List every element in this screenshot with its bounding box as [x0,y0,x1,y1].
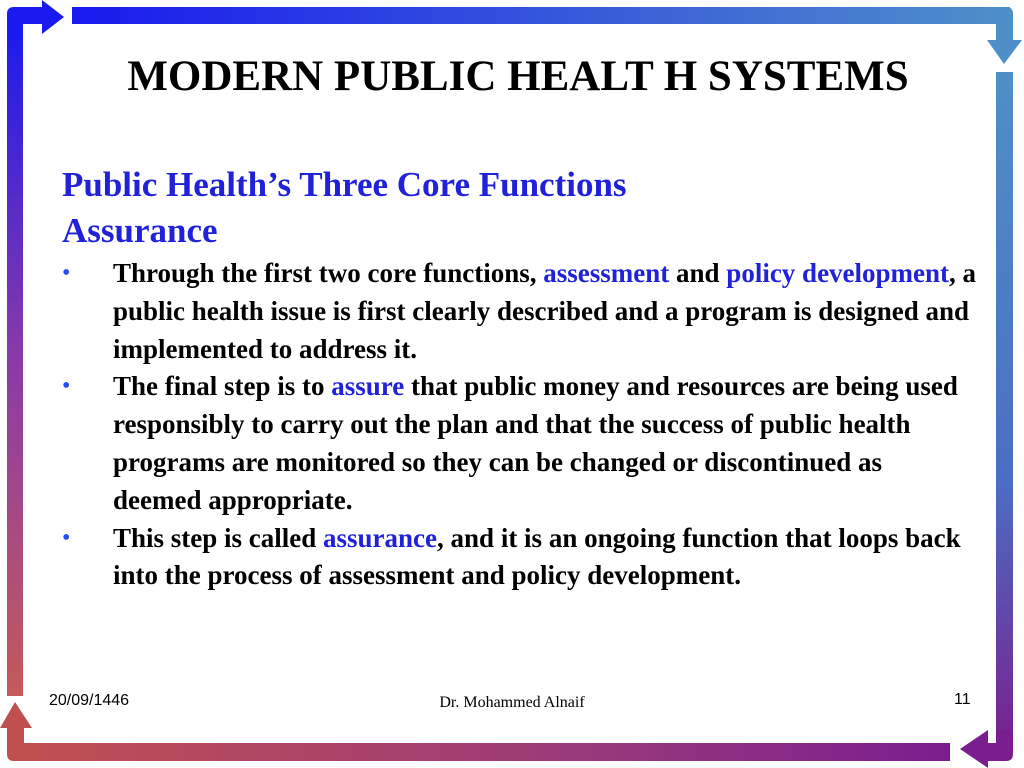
frame-top-bar [72,7,1010,24]
bullet-text: , a public health issue is first clearly described and a program is designed and implemented to address it. [113,258,977,364]
bullet-text: , and it is an ongoing function that loops back into the process of assessment and policy development. [113,522,961,591]
bullet-icon: • [62,524,71,551]
footer-date: 20/09/1446 [49,692,130,709]
keyword-assure: assure [331,371,405,402]
frame-arrow-top-right-icon [987,40,1022,64]
bullet-text: This step is called [113,522,324,553]
frame-right-bar [996,72,1013,752]
bullet-item [62,368,977,519]
bullet-item [62,520,977,596]
bullet-text: that public money and resources are being used responsibly to carry out the plan and that the success of public health programs are monitored so they can be changed or discontinued as deemed appropriate. [113,371,958,515]
bullet-item [62,255,977,368]
section-subheading: Assurance [62,211,218,250]
frame-corner-top-right [995,7,1013,44]
slide-title: MODERN PUBLIC HEALT H SYSTEMS [127,53,909,100]
slide-page-number: 11 [954,691,971,708]
bullet-icon: • [62,260,71,286]
frame-corner-bottom-left [7,724,40,761]
bullet-text: The final step is to [113,371,332,402]
frame-arrow-bottom-right-icon [960,730,988,768]
section-heading: Public Health’s Three Core Functions [62,165,627,204]
bullet-list [62,255,977,595]
keyword-policy-development: policy development [726,258,950,288]
bullet-text: Through the first two core functions, [113,258,544,288]
frame-corner-top-left [7,7,46,40]
bullet-icon: • [62,373,71,400]
frame-bottom-bar [14,743,950,761]
keyword-assessment: assessment [543,258,670,288]
keyword-assurance: assurance [323,522,438,553]
frame-left-bar [7,22,23,696]
footer-author: Dr. Mohammed Alnaif [439,694,585,711]
bullet-text: and [669,258,727,288]
